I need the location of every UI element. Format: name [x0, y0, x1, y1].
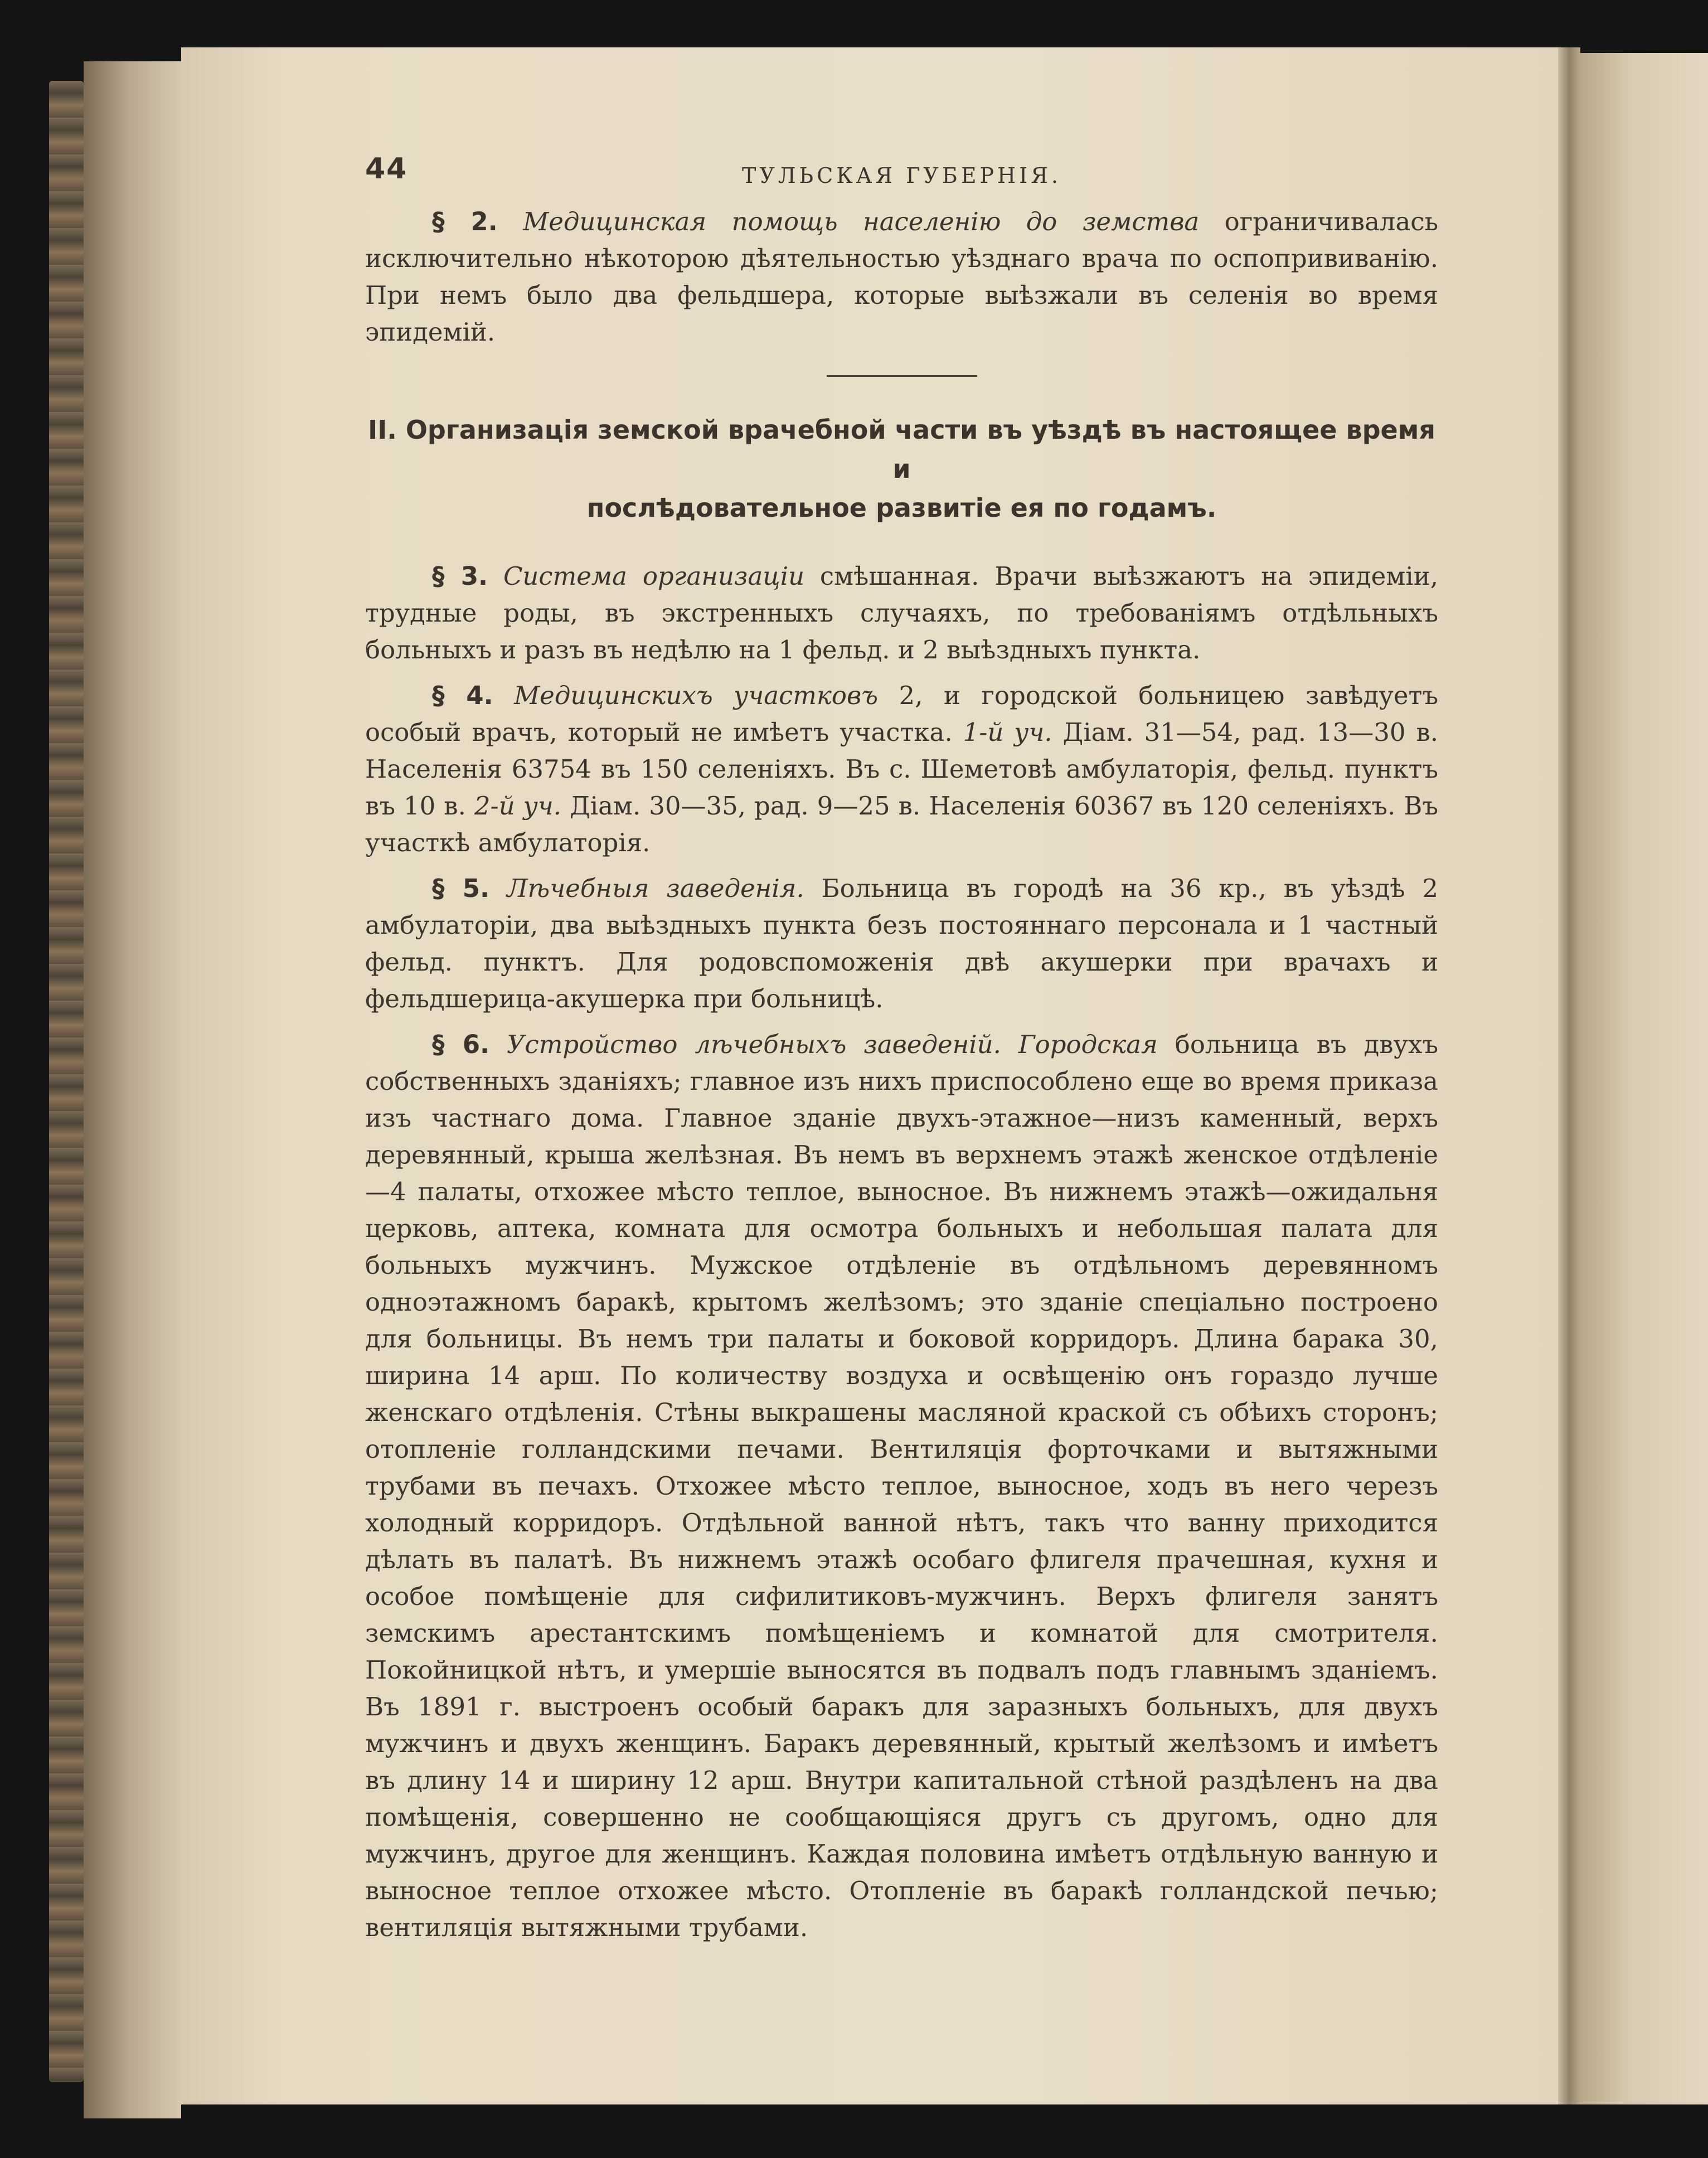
- paragraph-section-3: [365, 558, 1438, 668]
- section-subtitle: Городская: [1018, 1030, 1158, 1059]
- page-content: [365, 151, 1438, 1955]
- page-header: [365, 151, 1438, 190]
- section-text: Діам. 31—54, рад. 13—30 в. Населенія 63754 въ 150 селеніяхъ. Въ с. Шеметовѣ амбулаторія, фельд. пунктъ въ 10 в.: [365, 717, 1439, 821]
- section-title: Медицинская помощь населенію до земства: [523, 207, 1200, 236]
- section-mark: § 4.: [432, 681, 493, 710]
- paragraph-section-2: [365, 203, 1438, 351]
- section-title: Устройство лѣчебныхъ заведеній.: [507, 1030, 1001, 1059]
- section-text: Діам. 30—35, рад. 9—25 в. Населенія 60367 въ 120 селеніяхъ. Въ участкѣ амбулаторія.: [365, 791, 1438, 857]
- page-number: 44: [365, 152, 408, 186]
- section-text: Больница въ городѣ на 36 кр., въ уѣздѣ 2 амбулаторіи, два выѣздныхъ пункта безъ постояннаго персонала и 1 частный фельд. пунктъ. Для родовспоможенія двѣ акушерки при врачахъ и фельдшерица-акушерка при больницѣ.: [365, 874, 1438, 1013]
- chapter-heading: [365, 410, 1438, 527]
- section-text: 2, и городской больницею завѣдуетъ особый врачъ, который не имѣетъ участка.: [365, 681, 1438, 747]
- section-text: смѣшанная. Врачи выѣзжаютъ на эпидеміи, трудные роды, въ экстренныхъ случаяхъ, по требованіямъ отдѣльныхъ больныхъ и разъ въ недѣлю на 1 фельд. и 2 выѣздныхъ пункта.: [365, 561, 1438, 665]
- book-edge: [49, 81, 84, 2082]
- running-title: ТУЛЬСКАЯ ГУБЕРНІЯ.: [742, 163, 1061, 188]
- section-mark: § 5.: [432, 874, 490, 903]
- chapter-heading-line-2: послѣдовательное развитіе ея по годамъ.: [586, 493, 1217, 523]
- gutter: [1558, 47, 1580, 2104]
- section-mark: § 3.: [432, 561, 488, 591]
- section-title: Лѣчебныя заведенія.: [506, 874, 804, 903]
- section-text: больница въ двухъ собственныхъ зданіяхъ; главное изъ нихъ приспособлено еще во время приказа изъ частнаго дома. Главное зданіе двухъ-этажное—низъ каменный, верхъ деревянный, крыша желѣзная. Въ немъ въ верхнемъ этажѣ женское отдѣленіе—4 палаты, отхожее мѣсто теплое, выносное. Въ нижнемъ этажѣ—ожидальня церковь, аптека, комната для осмотра больныхъ и небольшая палата для больныхъ мужчинъ. Мужское отдѣленіе въ отдѣльномъ деревянномъ одноэтажномъ баракѣ, крытомъ желѣзомъ; это зданіе спеціально построено для больницы. Въ немъ три палаты и боковой корридоръ. Длина барака 30, ширина 14 арш. По количеству воздуха и освѣщенію онъ гораздо лучше женскаго отдѣленія. Стѣны выкрашены масляной краской съ обѣихъ сторонъ; отопленіе голландскими печами. Вентиляція форточками и вытяжными трубами въ печахъ. Отхожее мѣсто теплое, выносное, ходъ въ него черезъ холодный корридоръ. Отдѣльной ванной нѣтъ, такъ что ванну приходится дѣлать въ палатѣ. Въ нижнемъ этажѣ особаго флигеля прачешная, кухня и особое помѣщеніе для сифилитиковъ-мужчинъ. Верхъ флигеля занятъ земскимъ арестантскимъ помѣщеніемъ и комнатой для смотрителя. Покойницкой нѣтъ, и умершіе выносятся въ подвалъ подъ главнымъ зданіемъ. Въ 1891 г. выстроенъ особый баракъ для заразныхъ больныхъ, для двухъ мужчинъ и двухъ женщинъ. Баракъ деревянный, крытый желѣзомъ и имѣетъ въ длину 14 и ширину 12 арш. Внутри капитальной стѣной раздѣленъ на два помѣщенія, совершенно не сообщающіяся другъ съ другомъ, одно для мужчинъ, другое для женщинъ. Каждая половина имѣетъ отдѣльную ванную и выносное теплое отхожее мѣсто. Отопленіе въ баракѣ голландской печью; вентиляція вытяжными трубами.: [365, 1030, 1438, 1942]
- section-text: ограничивалась исключительно нѣкоторою дѣятельностью уѣзднаго врача по оспопрививанію. При немъ было два фельдшера, которые выѣзжали въ селенія во время эпидемій.: [365, 207, 1438, 347]
- section-mark: § 2.: [432, 207, 498, 236]
- district-label: 2-й уч.: [474, 791, 562, 821]
- paragraph-section-4: [365, 677, 1438, 861]
- section-title: Система организаціи: [503, 561, 805, 591]
- paragraph-section-6: [365, 1026, 1438, 1946]
- divider-rule: [827, 375, 977, 377]
- next-page-edge: [1580, 53, 1708, 2104]
- district-label: 1-й уч.: [963, 717, 1052, 747]
- section-title: Медицинскихъ участковъ: [514, 681, 879, 710]
- spine-shadow: [84, 61, 181, 2118]
- section-mark: § 6.: [432, 1030, 490, 1059]
- paragraph-section-5: [365, 870, 1438, 1017]
- chapter-heading-line-1: II. Организація земской врачебной части въ уѣздѣ въ настоящее время и: [368, 415, 1435, 484]
